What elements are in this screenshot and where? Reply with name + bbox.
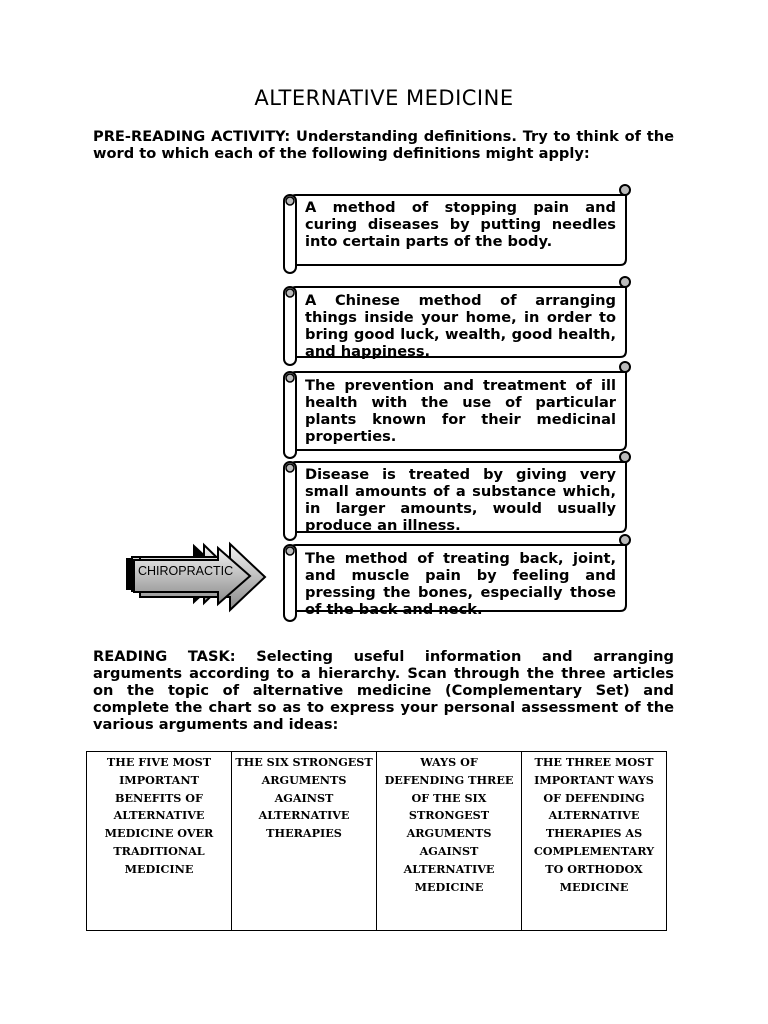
definition-scroll-1 xyxy=(282,183,634,277)
definition-text-2: A Chinese method of arranging things inside your home, in order to bring good luck, wealth, good health, and happiness. xyxy=(305,292,616,360)
chart-header-arguments-against[interactable]: THE SIX STRONGEST ARGUMENTS AGAINST ALTERNATIVE THERAPIES xyxy=(232,752,377,931)
definition-text-4: Disease is treated by giving very small amounts of a substance which, in larger amounts, would usually produce an illness. xyxy=(305,466,616,534)
definition-scroll-5 xyxy=(282,533,634,625)
reading-task-text: Selecting useful information and arranging arguments according to a hierarchy. Scan through the three articles on the topic of alternative medicine (Complementary Set) and complete the chart so as to express your personal assessment of the various arguments and ideas: xyxy=(93,648,674,733)
pre-reading-text: Understanding definitions. Try to think of the word to which each of the following definitions might apply: xyxy=(93,128,674,162)
reading-task-label: READING TASK: xyxy=(93,648,236,665)
chart-header-defending-arguments[interactable]: WAYS OF DEFENDING THREE OF THE SIX STRONGEST ARGUMENTS AGAINST ALTERNATIVE MEDICINE xyxy=(377,752,522,931)
chart-header-row xyxy=(87,752,667,931)
chart-header-benefits[interactable]: THE FIVE MOST IMPORTANT BENEFITS OF ALTERNATIVE MEDICINE OVER TRADITIONAL MEDICINE xyxy=(87,752,232,931)
page-title: ALTERNATIVE MEDICINE xyxy=(254,86,514,110)
definition-text-5: The method of treating back, joint, and muscle pain by feeling and pressing the bones, especially those of the back and neck. xyxy=(305,550,616,618)
definition-text-3: The prevention and treatment of ill health with the use of particular plants known for their medicinal properties. xyxy=(305,377,616,445)
definition-scroll-4 xyxy=(282,450,634,544)
assessment-chart xyxy=(86,751,667,931)
definition-scroll-2 xyxy=(282,275,634,369)
arrow-label: CHIROPRACTIC xyxy=(138,564,234,578)
answer-arrow xyxy=(124,542,269,614)
pre-reading-label: PRE-READING ACTIVITY: xyxy=(93,128,291,145)
pre-reading-paragraph xyxy=(93,128,674,162)
reading-task-paragraph xyxy=(93,648,674,733)
definition-scroll-3 xyxy=(282,360,634,460)
chart-header-complementary-ways[interactable]: THE THREE MOST IMPORTANT WAYS OF DEFENDING ALTERNATIVE THERAPIES AS COMPLEMENTARY TO ORTHODOX MEDICINE xyxy=(522,752,667,931)
definition-text-1: A method of stopping pain and curing diseases by putting needles into certain parts of the body. xyxy=(305,199,616,250)
